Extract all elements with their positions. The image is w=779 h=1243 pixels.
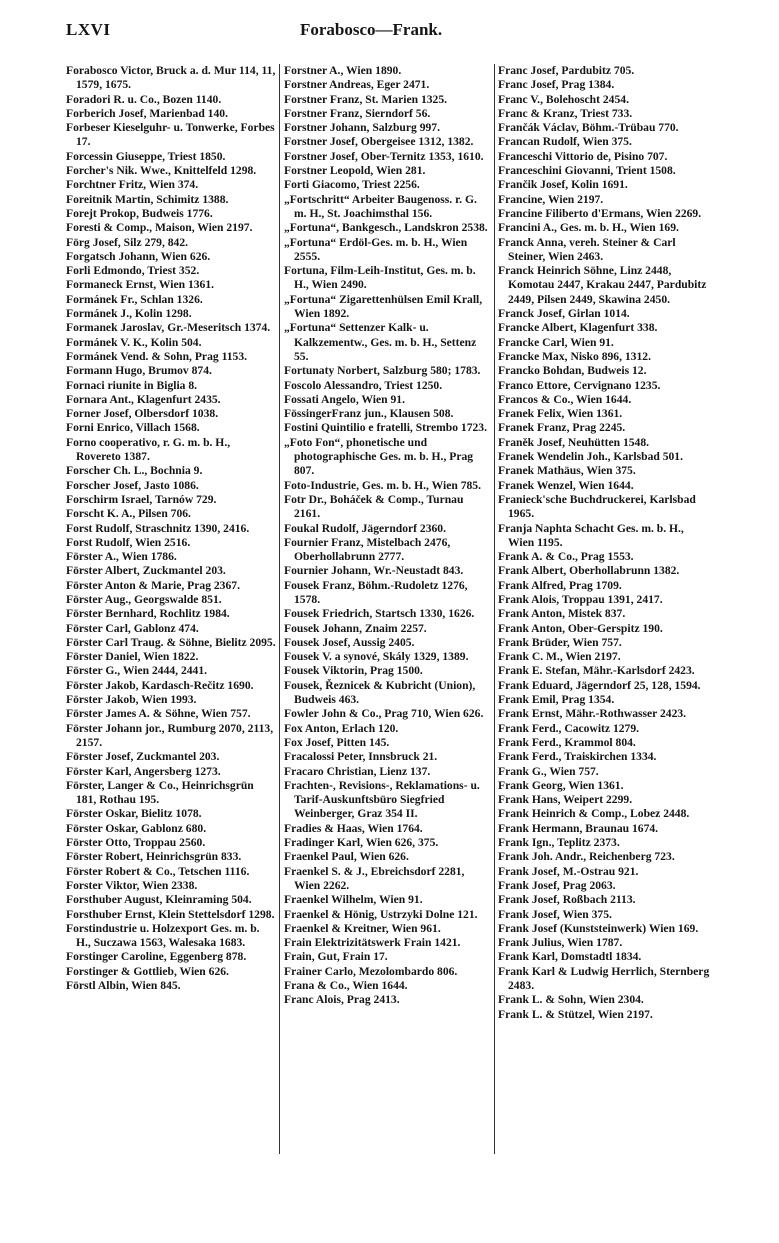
directory-entry: Forstner A., Wien 1890.	[284, 64, 402, 77]
directory-entry: Förster G., Wien 2444, 2441.	[66, 664, 208, 678]
directory-entry: Forli Edmondo, Triest 352.	[66, 264, 200, 278]
column-divider	[279, 64, 280, 1154]
directory-entry: Forscher Josef, Jasto 1086.	[66, 478, 199, 492]
directory-entry: Fradies & Haas, Wien 1764.	[284, 821, 423, 835]
directory-entry: Frank Josef, Wien 375.	[498, 907, 612, 921]
directory-entry: Frainer Carlo, Mezolombardo 806.	[284, 964, 458, 978]
directory-entry: Forti Giacomo, Triest 2256.	[284, 178, 420, 192]
directory-entry: Franceschi Vittorio de, Pisino 707.	[498, 149, 668, 163]
directory-entry: Förster Josef, Zuckmantel 203.	[66, 750, 220, 764]
directory-entry: FössingerFranz jun., Klausen 508.	[284, 407, 454, 421]
directory-entry: Förster Johann jor., Rumburg 2070, 2113, 2157.	[66, 721, 274, 749]
directory-entry: Förstl Albin, Wien 845.	[66, 979, 181, 992]
directory-entry: Frančák Václav, Böhm.-Trübau 770.	[498, 121, 679, 135]
directory-entry: Forni Enrico, Villach 1568.	[66, 421, 200, 435]
directory-entry: Frank C. M., Wien 2197.	[498, 650, 621, 664]
directory-entry: Förster Albert, Zuckmantel 203.	[66, 564, 226, 578]
directory-entry: Fotr Dr., Boháček & Comp., Turnau 2161.	[284, 492, 464, 521]
directory-entry: Fraenkel & Kreitner, Wien 961.	[284, 921, 441, 935]
directory-entry: Frank Albert, Oberhollabrunn 1382.	[498, 564, 680, 578]
directory-entry: Fraenkel Wilhelm, Wien 91.	[284, 893, 423, 907]
directory-entry: Fournier Franz, Mistelbach 2476, Oberhollabrunn 2777.	[284, 535, 451, 564]
directory-entry: Francos & Co., Wien 1644.	[498, 392, 632, 406]
directory-entry: Francke Carl, Wien 91.	[498, 335, 614, 349]
directory-entry: Forbeser Kieselguhr- u. Tonwerke, Forbes 17.	[66, 121, 275, 149]
directory-entry: Förster James A. & Söhne, Wien 757.	[66, 707, 251, 721]
directory-entry: Franieck'sche Buchdruckerei, Karlsbad 1965.	[498, 492, 696, 521]
directory-entry: Frank Ferd., Cacowitz 1279.	[498, 721, 640, 735]
directory-entry: Frank Josef, M.-Ostrau 921.	[498, 864, 639, 878]
entries-column-2	[284, 64, 491, 1154]
directory-entry: Fousek Franz, Böhm.-Rudoletz 1276, 1578.	[284, 578, 468, 606]
directory-entry: Francine, Wien 2197.	[498, 192, 604, 206]
directory-entry: Fornaci riunite in Biglia 8.	[66, 378, 198, 392]
directory-entry: Formánek V. K., Kolin 504.	[66, 335, 202, 349]
directory-entry: Franěk Josef, Neuhütten 1548.	[498, 435, 650, 449]
directory-entry: Frank Brüder, Wien 757.	[498, 635, 622, 649]
directory-entry: Frain, Gut, Frain 17.	[284, 950, 388, 964]
directory-entry: Franck Heinrich Söhne, Linz 2448, Komotau 2447, Krakau 2447, Pardubitz 2449, Pilsen 2449, Skawina 2450.	[498, 264, 707, 306]
directory-entry: Frank Julius, Wien 1787.	[498, 936, 623, 950]
directory-entry: „Foto Fon“, phonetische und photographische Ges. m. b. H., Prag 807.	[284, 435, 474, 478]
directory-entry: Forabosco Victor, Bruck a. d. Mur 114, 11, 1579, 1675.	[66, 64, 276, 92]
directory-entry: Franc Alois, Prag 2413.	[284, 993, 400, 1007]
directory-entry: Formánek Fr., Schlan 1326.	[66, 292, 203, 306]
directory-entry: Franc V., Bolehoscht 2454.	[498, 92, 629, 106]
entries-column-3	[498, 64, 710, 1154]
directory-entry: Fousek, Řeznicek & Kubricht (Union), Budweis 463.	[284, 678, 476, 707]
directory-entry: Frank Ign., Teplitz 2373.	[498, 836, 620, 850]
directory-entry: Franck Anna, vereh. Steiner & Carl Steiner, Wien 2463.	[498, 235, 676, 263]
directory-entry: Förster Otto, Troppau 2560.	[66, 836, 206, 850]
directory-entry: Francine Filiberto d'Ermans, Wien 2269.	[498, 206, 702, 220]
directory-entry: Forberich Josef, Marienbad 140.	[66, 106, 228, 120]
directory-entry: Fraenkel Paul, Wien 626.	[284, 850, 409, 864]
directory-entry: Frank L. & Stützel, Wien 2197.	[498, 1007, 653, 1021]
directory-entry: Franc Josef, Prag 1384.	[498, 78, 615, 92]
directory-entry: Franek Felix, Wien 1361.	[498, 407, 623, 421]
directory-entry: Fox Josef, Pitten 145.	[284, 735, 390, 749]
directory-entry: Fousek Viktorin, Prag 1500.	[284, 664, 423, 678]
directory-entry: Frank Josef, Roßbach 2113.	[498, 893, 636, 907]
directory-entry: Francko Bohdan, Budweis 12.	[498, 364, 647, 378]
directory-entry: Franek Wenzel, Wien 1644.	[498, 478, 634, 492]
page-title: Forabosco—Frank.	[300, 20, 443, 39]
directory-entry: Formaneck Ernst, Wien 1361.	[66, 278, 215, 292]
directory-entry: Foradori R. u. Co., Bozen 1140.	[66, 92, 222, 106]
directory-entry: Franek Mathäus, Wien 375.	[498, 464, 636, 478]
directory-entry: Forstner Leopold, Wien 281.	[284, 164, 426, 178]
directory-entry: Fournier Johann, Wr.-Neustadt 843.	[284, 564, 464, 578]
directory-entry: Frank Josef, Prag 2063.	[498, 878, 616, 892]
directory-entry: Fousek V. a synové, Skály 1329, 1389.	[284, 650, 469, 664]
directory-entry: Francke Albert, Klagenfurt 338.	[498, 321, 658, 335]
directory-entry: Förster Carl, Gablonz 474.	[66, 621, 199, 635]
directory-entry: Frank Hermann, Braunau 1674.	[498, 821, 659, 835]
directory-entry: Forstner Johann, Salzburg 997.	[284, 121, 440, 135]
directory-entry: Franco Ettore, Cervignano 1235.	[498, 378, 661, 392]
directory-entry: Forstinger & Gottlieb, Wien 626.	[66, 964, 229, 978]
directory-entry: Forscher Ch. L., Bochnia 9.	[66, 464, 203, 478]
directory-entry: Franceschini Giovanni, Trient 1508.	[498, 164, 676, 178]
directory-entry: „Fortschritt“ Arbeiter Baugenoss. r. G. m. H., St. Joachimsthal 156.	[284, 192, 477, 220]
directory-entry: Forscht K. A., Pilsen 706.	[66, 507, 191, 521]
directory-entry: Fortunaty Norbert, Salzburg 580; 1783.	[284, 364, 481, 378]
directory-entry: Francan Rudolf, Wien 375.	[498, 135, 632, 149]
directory-entry: Frank L. & Sohn, Wien 2304.	[498, 993, 644, 1007]
directory-entry: Forstinger Caroline, Eggenberg 878.	[66, 950, 247, 964]
directory-entry: Fracaro Christian, Lienz 137.	[284, 764, 431, 778]
directory-entry: Fousek Johann, Znaim 2257.	[284, 621, 427, 635]
directory-entry: Frank Ferd., Traiskirchen 1334.	[498, 750, 657, 764]
directory-entry: Frank G., Wien 757.	[498, 764, 599, 778]
directory-entry: Frank Eduard, Jägerndorf 25, 128, 1594.	[498, 678, 701, 692]
directory-entry: Forner Josef, Olbersdorf 1038.	[66, 407, 219, 421]
directory-entry: Fortuna, Film-Leih-Institut, Ges. m. b. H., Wien 2490.	[284, 264, 476, 292]
directory-entry: Frank A. & Co., Prag 1553.	[498, 550, 634, 564]
directory-entry: Förster Jakob, Kardasch-Rečitz 1690.	[66, 678, 254, 692]
directory-entry: Förster A., Wien 1786.	[66, 550, 177, 564]
directory-entry: Forchtner Fritz, Wien 374.	[66, 178, 199, 192]
directory-entry: Förster Karl, Angersberg 1273.	[66, 764, 221, 778]
directory-entry: Fraenkel & Hönig, Ustrzyki Dolne 121.	[284, 907, 478, 921]
directory-entry: Frank Anton, Mistek 837.	[498, 607, 626, 621]
directory-entry: Forcessin Giuseppe, Triest 1850.	[66, 149, 226, 163]
directory-entry: Frana & Co., Wien 1644.	[284, 979, 408, 992]
directory-entry: Fradinger Karl, Wien 626, 375.	[284, 836, 439, 850]
directory-entry: Fousek Josef, Aussig 2405.	[284, 635, 415, 649]
directory-entry: Forst Rudolf, Straschnitz 1390, 2416.	[66, 521, 250, 535]
directory-entry: Forstner Franz, St. Marien 1325.	[284, 92, 448, 106]
directory-entry: Formánek Vend. & Sohn, Prag 1153.	[66, 349, 248, 363]
directory-entry: Frank Joh. Andr., Reichenberg 723.	[498, 850, 675, 864]
directory-entry: Foto-Industrie, Ges. m. b. H., Wien 785.	[284, 478, 481, 492]
directory-entry: Frank Ernst, Mähr.-Rothwasser 2423.	[498, 707, 687, 721]
directory-entry: „Fortuna“ Settenzer Kalk- u. Kalkzementw., Ges. m. b. H., Settenz 55.	[284, 321, 477, 363]
directory-entry: Fossati Angelo, Wien 91.	[284, 392, 405, 406]
page-number: LXVI	[66, 20, 111, 39]
directory-entry: Forschirm Israel, Tarnów 729.	[66, 492, 217, 506]
directory-entry: Fostini Quintilio e fratelli, Strembo 1723.	[284, 421, 487, 435]
directory-entry: Förster Carl Traug. & Söhne, Bielitz 2095.	[66, 635, 276, 649]
directory-entry: Frank Hans, Weipert 2299.	[498, 793, 633, 807]
directory-entry: Forcher's Nik. Wwe., Knittelfeld 1298.	[66, 164, 257, 178]
directory-entry: Frank Georg, Wien 1361.	[498, 778, 624, 792]
directory-entry: Forstner Franz, Sierndorf 56.	[284, 106, 431, 120]
directory-entry: Forster Viktor, Wien 2338.	[66, 878, 198, 892]
directory-entry: „Fortuna“, Bankgesch., Landskron 2538.	[284, 221, 488, 235]
column-divider	[494, 64, 495, 1154]
directory-entry: Forst Rudolf, Wien 2516.	[66, 535, 191, 549]
directory-entry: Foscolo Alessandro, Triest 1250.	[284, 378, 443, 392]
directory-entry: Forejt Prokop, Budweis 1776.	[66, 206, 213, 220]
directory-entry: „Fortuna“ Zigarettenhülsen Emil Krall, Wien 1892.	[284, 292, 483, 321]
directory-entry: Frank Emil, Prag 1354.	[498, 693, 615, 707]
directory-entry: Frank E. Stefan, Mähr.-Karlsdorf 2423.	[498, 664, 695, 678]
directory-entry: Foukal Rudolf, Jägerndorf 2360.	[284, 521, 447, 535]
directory-entry: Fousek Friedrich, Startsch 1330, 1626.	[284, 607, 475, 621]
directory-entry: Foresti & Comp., Maison, Wien 2197.	[66, 221, 253, 235]
directory-entry: Formánek J., Kolin 1298.	[66, 307, 192, 321]
directory-entry: Frank Josef (Kunststeinwerk) Wien 169.	[498, 921, 699, 935]
directory-entry: Forsthuber August, Kleinraming 504.	[66, 893, 252, 907]
directory-entry: Franc Josef, Pardubitz 705.	[498, 64, 635, 77]
directory-entry: Frank Karl & Ludwig Herrlich, Sternberg 2483.	[498, 964, 710, 992]
directory-entry: Franck Josef, Girlan 1014.	[498, 307, 630, 321]
directory-entry: Förster Robert & Co., Tetschen 1116.	[66, 864, 250, 878]
directory-entry: Francke Max, Nisko 896, 1312.	[498, 349, 651, 363]
directory-entry: Förster, Langer & Co., Heinrichsgrün 181, Rothau 195.	[66, 778, 254, 807]
directory-entry: Forno cooperativo, r. G. m. b. H., Rovereto 1387.	[66, 435, 231, 464]
directory-entry: Francini A., Ges. m. b. H., Wien 169.	[498, 221, 679, 235]
entries-column-1	[66, 64, 276, 1154]
directory-entry: Forstner Josef, Obergeisee 1312, 1382.	[284, 135, 474, 149]
directory-entry: Frank Alois, Troppau 1391, 2417.	[498, 592, 663, 606]
directory-entry: Förster Anton & Marie, Prag 2367.	[66, 578, 240, 592]
directory-entry: „Fortuna“ Erdöl-Ges. m. b. H., Wien 2555.	[284, 235, 468, 263]
directory-entry: Frančik Josef, Kolin 1691.	[498, 178, 628, 192]
directory-entry: Förster Daniel, Wien 1822.	[66, 650, 199, 664]
directory-entry: Fowler John & Co., Prag 710, Wien 626.	[284, 707, 484, 721]
directory-entry: Förster Aug., Georgswalde 851.	[66, 592, 222, 606]
directory-entry: Foreitnik Martin, Schimitz 1388.	[66, 192, 229, 206]
directory-entry: Forgatsch Johann, Wien 626.	[66, 249, 211, 263]
directory-entry: Frank Heinrich & Comp., Lobez 2448.	[498, 807, 690, 821]
directory-entry: Frank Karl, Domstadtl 1834.	[498, 950, 642, 964]
directory-entry: Franja Naphta Schacht Ges. m. b. H., Wien 1195.	[498, 521, 684, 549]
directory-entry: Förster Robert, Heinrichsgrün 833.	[66, 850, 242, 864]
directory-entry: Forstner Andreas, Eger 2471.	[284, 78, 430, 92]
directory-entry: Fracalossi Peter, Innsbruck 21.	[284, 750, 438, 764]
directory-entry: Frank Alfred, Prag 1709.	[498, 578, 622, 592]
directory-entry: Franc & Kranz, Triest 733.	[498, 106, 633, 120]
directory-entry: Franek Wendelin Joh., Karlsbad 501.	[498, 450, 683, 464]
directory-entry: Fraenkel S. & J., Ebreichsdorf 2281, Wien 2262.	[284, 864, 465, 892]
directory-entry: Förster Bernhard, Rochlitz 1984.	[66, 607, 230, 621]
directory-entry: Fox Anton, Erlach 120.	[284, 721, 399, 735]
directory-entry: Frachten-, Revisions-, Reklamations- u. Tarif-Auskunftsbüro Siegfried Weinberger, Graz 354 II.	[284, 778, 480, 821]
directory-entry: Förg Josef, Silz 279, 842.	[66, 235, 189, 249]
directory-entry: Frank Anton, Ober-Gerspitz 190.	[498, 621, 663, 635]
directory-entry: Forstner Josef, Ober-Ternitz 1353, 1610.	[284, 149, 484, 163]
directory-entry: Förster Oskar, Bielitz 1078.	[66, 807, 202, 821]
directory-entry: Formann Hugo, Brumov 874.	[66, 364, 212, 378]
directory-entry: Formanek Jaroslav, Gr.-Meseritsch 1374.	[66, 321, 271, 335]
directory-entry: Förster Jakob, Wien 1993.	[66, 693, 197, 707]
directory-entry: Franek Franz, Prag 2245.	[498, 421, 626, 435]
directory-entry: Frank Ferd., Krammol 804.	[498, 735, 636, 749]
directory-entry: Forsthuber Ernst, Klein Stettelsdorf 1298.	[66, 907, 275, 921]
directory-entry: Forstindustrie u. Holzexport Ges. m. b. H., Suczawa 1563, Walesaka 1683.	[66, 921, 260, 950]
directory-entry: Fornara Ant., Klagenfurt 2435.	[66, 392, 221, 406]
directory-entry: Förster Oskar, Gablonz 680.	[66, 821, 207, 835]
directory-entry: Frain Elektrizitätswerk Frain 1421.	[284, 936, 461, 950]
